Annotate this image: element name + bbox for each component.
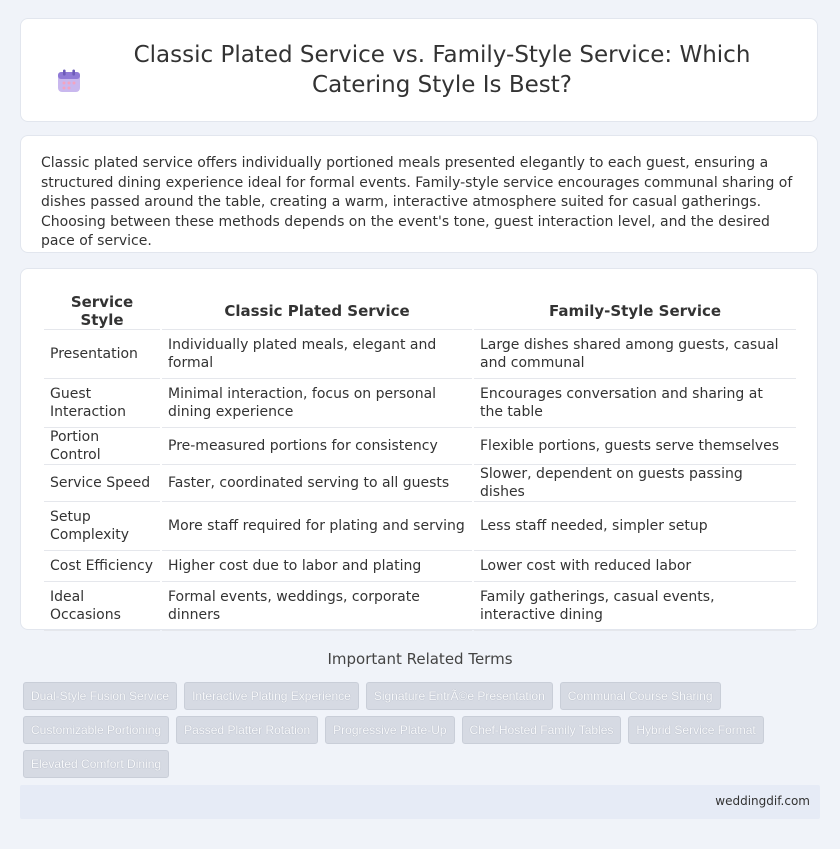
page-title: Classic Plated Service vs. Family-Style Service: Which Catering Style Is Best? <box>133 42 751 98</box>
table-cell: More staff required for plating and serving <box>162 502 472 551</box>
table-cell: Faster, coordinated serving to all guests <box>162 465 472 502</box>
table-cell: Lower cost with reduced labor <box>474 551 796 582</box>
row-label: Presentation <box>44 330 160 379</box>
related-term-tag[interactable]: Communal Course Sharing <box>560 682 721 710</box>
row-label: Setup Complexity <box>44 502 160 551</box>
calendar-icon <box>56 68 82 94</box>
row-label: Service Speed <box>44 465 160 502</box>
row-label: Ideal Occasions <box>44 582 160 631</box>
comparison-table-card <box>20 268 818 630</box>
related-term-tag[interactable]: Customizable Portioning <box>23 716 169 744</box>
related-terms-title: Important Related Terms <box>327 650 513 668</box>
intro-card <box>20 135 818 253</box>
related-term-tag[interactable]: Elevated Comfort Dining <box>23 750 169 778</box>
table-cell: Minimal interaction, focus on personal dining experience <box>162 379 472 428</box>
footer <box>20 785 820 819</box>
table-row <box>44 379 796 428</box>
table-header-row <box>44 293 796 330</box>
table-cell: Family gatherings, casual events, interactive dining <box>474 582 796 631</box>
table-row <box>44 582 796 631</box>
table-cell: Higher cost due to labor and plating <box>162 551 472 582</box>
column-header: Family-Style Service <box>474 293 796 330</box>
related-term-tag[interactable]: Chef-Hosted Family Tables <box>462 716 622 744</box>
table-cell: Large dishes shared among guests, casual and communal <box>474 330 796 379</box>
table-cell: Flexible portions, guests serve themselves <box>474 428 796 465</box>
header-card <box>20 18 818 122</box>
row-label: Portion Control <box>44 428 160 465</box>
comparison-table <box>42 293 798 631</box>
table-cell: Less staff needed, simpler setup <box>474 502 796 551</box>
table-row <box>44 428 796 465</box>
row-label: Cost Efficiency <box>44 551 160 582</box>
related-terms-list <box>23 682 813 778</box>
related-term-tag[interactable]: Hybrid Service Format <box>628 716 763 744</box>
table-row <box>44 502 796 551</box>
table-cell: Formal events, weddings, corporate dinners <box>162 582 472 631</box>
footer-site-link[interactable]: weddingdif.com <box>715 794 810 808</box>
table-row <box>44 465 796 502</box>
related-term-tag[interactable]: Dual-Style Fusion Service <box>23 682 177 710</box>
column-header: Service Style <box>44 293 160 330</box>
related-term-tag[interactable]: Signature EntrÃ©e Presentation <box>366 682 553 710</box>
related-term-tag[interactable]: Interactive Plating Experience <box>184 682 359 710</box>
table-cell: Pre-measured portions for consistency <box>162 428 472 465</box>
table-row <box>44 330 796 379</box>
table-cell: Slower, dependent on guests passing dishes <box>474 465 796 502</box>
column-header: Classic Plated Service <box>162 293 472 330</box>
row-label: Guest Interaction <box>44 379 160 428</box>
intro-text: Classic plated service offers individually portioned meals presented elegantly to each guest, ensuring a structured dining experience ideal for formal events. Family-style service encourages communal sharing of dishes passed around the table, creating a warm, interactive atmosphere suited for casual gatherings. Choosing between these methods depends on the event's tone, guest interaction level, and the desired pace of service. <box>41 155 793 249</box>
table-cell: Encourages conversation and sharing at the table <box>474 379 796 428</box>
related-term-tag[interactable]: Progressive Plate-Up <box>325 716 454 744</box>
table-row <box>44 551 796 582</box>
table-cell: Individually plated meals, elegant and formal <box>162 330 472 379</box>
related-term-tag[interactable]: Passed Platter Rotation <box>176 716 318 744</box>
